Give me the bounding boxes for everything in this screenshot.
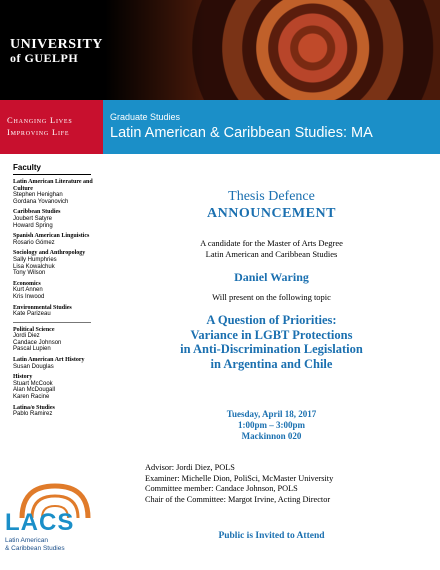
aztec-calendar-image [105,0,440,100]
tagline-line-2: Improving Life [7,127,70,137]
faculty-divider [13,174,91,175]
faculty-group [13,179,99,205]
faculty-member: Pascal Lupien [13,346,51,353]
faculty-group [13,209,99,229]
faculty-group-title: Spanish American Linguistics [13,233,90,240]
thesis-topic [103,313,440,371]
event-room: Mackinnon 020 [241,431,302,441]
candidate-line-2: Latin American and Caribbean Studies [205,249,338,259]
advisor-line: Advisor: Jordi Diez, POLS [145,463,235,472]
examiner-line: Examiner: Michelle Dion, PoliSci, McMaster University [145,473,334,483]
faculty-group-title: Sociology and Anthropology [13,250,86,257]
faculty-member: Susan Douglas [13,363,54,370]
faculty-group [13,327,99,353]
header [0,0,440,100]
chair-line: Chair of the Committee: Margot Irvine, Acting Director [145,494,331,504]
faculty-list [13,179,99,422]
lacs-subtitle-line-2: & Caribbean Studies [5,544,65,552]
topic-line: in Argentina and Chile [210,356,333,371]
event-date: Tuesday, April 18, 2017 [226,409,317,419]
program-title: Latin American & Caribbean Studies: MA [110,125,373,141]
faculty-group-title: Latina/o Studies [13,404,55,411]
lacs-logo-text: LACS [5,509,75,536]
faculty-member: Stephen Henighan [13,192,63,199]
invite-line: Public is Invited to Attend [218,531,325,541]
faculty-group [13,233,99,246]
faculty-group [13,357,99,370]
committee-line: Committee member: Candace Johnson, POLS [145,484,298,493]
topic-line: Variance in LGBT Protections [190,327,353,342]
topic-line: A Question of Priorities: [206,313,337,327]
faculty-member: Kris Inwood [13,293,45,300]
faculty-member: Rosario Gómez [13,239,55,246]
tagline-block [0,100,103,154]
announcement-title: Thesis Defence [228,189,315,204]
faculty-member: Kate Parizeau [13,311,51,318]
faculty-member: Sally Humphries [13,256,57,263]
event-info [103,409,440,442]
faculty-group [13,374,99,400]
faculty-member: Stuart McCook [13,380,53,387]
faculty-group-title: Latin American Art History [13,357,85,364]
faculty-member: Karen Racine [13,394,50,401]
lacs-subtitle-line-1: Latin American [5,537,48,544]
faculty-group [13,405,99,418]
announcement-heading: ANNOUNCEMENT [207,206,336,221]
tagline-line-1: Changing Lives [7,115,73,125]
faculty-group [13,305,99,318]
faculty-member: Tony Wilson [13,270,46,277]
faculty-member: Kurt Annen [13,287,43,294]
university-logo-bottom: of GUELPH [10,51,79,65]
topic-line: in Anti-Discrimination Legislation [180,342,363,356]
faculty-group-title: Economics [13,280,41,287]
committee-details [145,463,333,505]
university-logo[interactable] [10,38,103,64]
event-time: 1:00pm – 3:00pm [238,420,305,430]
faculty-member: Howard Spring [13,222,53,229]
banner-subtitle: Graduate Studies [110,112,181,122]
present-line: Will present on the following topic [212,292,331,302]
candidate-name: Daniel Waring [234,270,309,284]
faculty-member: Jordi Diez [13,333,40,340]
lacs-logo-subtitle [5,537,65,552]
faculty-group [13,250,99,276]
candidate-line-1: A candidate for the Master of Arts Degree [200,238,343,248]
faculty-group [13,281,99,301]
faculty-member: Pablo Ramirez [13,411,53,418]
faculty-group-title: Caribbean Studies [13,209,61,216]
program-banner [0,100,440,154]
faculty-member: Gordana Yovanovich [13,198,69,205]
faculty-member: Candace Johnson [13,339,62,346]
faculty-member: Joubert Satyre [13,215,53,222]
faculty-group-title: History [13,374,33,381]
faculty-divider [13,322,91,323]
university-logo-top: UNIVERSITY [10,37,103,52]
faculty-member: Alan McDougall [13,387,56,394]
faculty-heading: Faculty [13,163,42,172]
faculty-group-title: Latin American Literature and Culture [13,179,93,192]
faculty-group-title: Political Science [13,326,55,333]
faculty-member: Lisa Kowalchuk [13,263,55,270]
faculty-group-title: Environmental Studies [13,304,72,311]
